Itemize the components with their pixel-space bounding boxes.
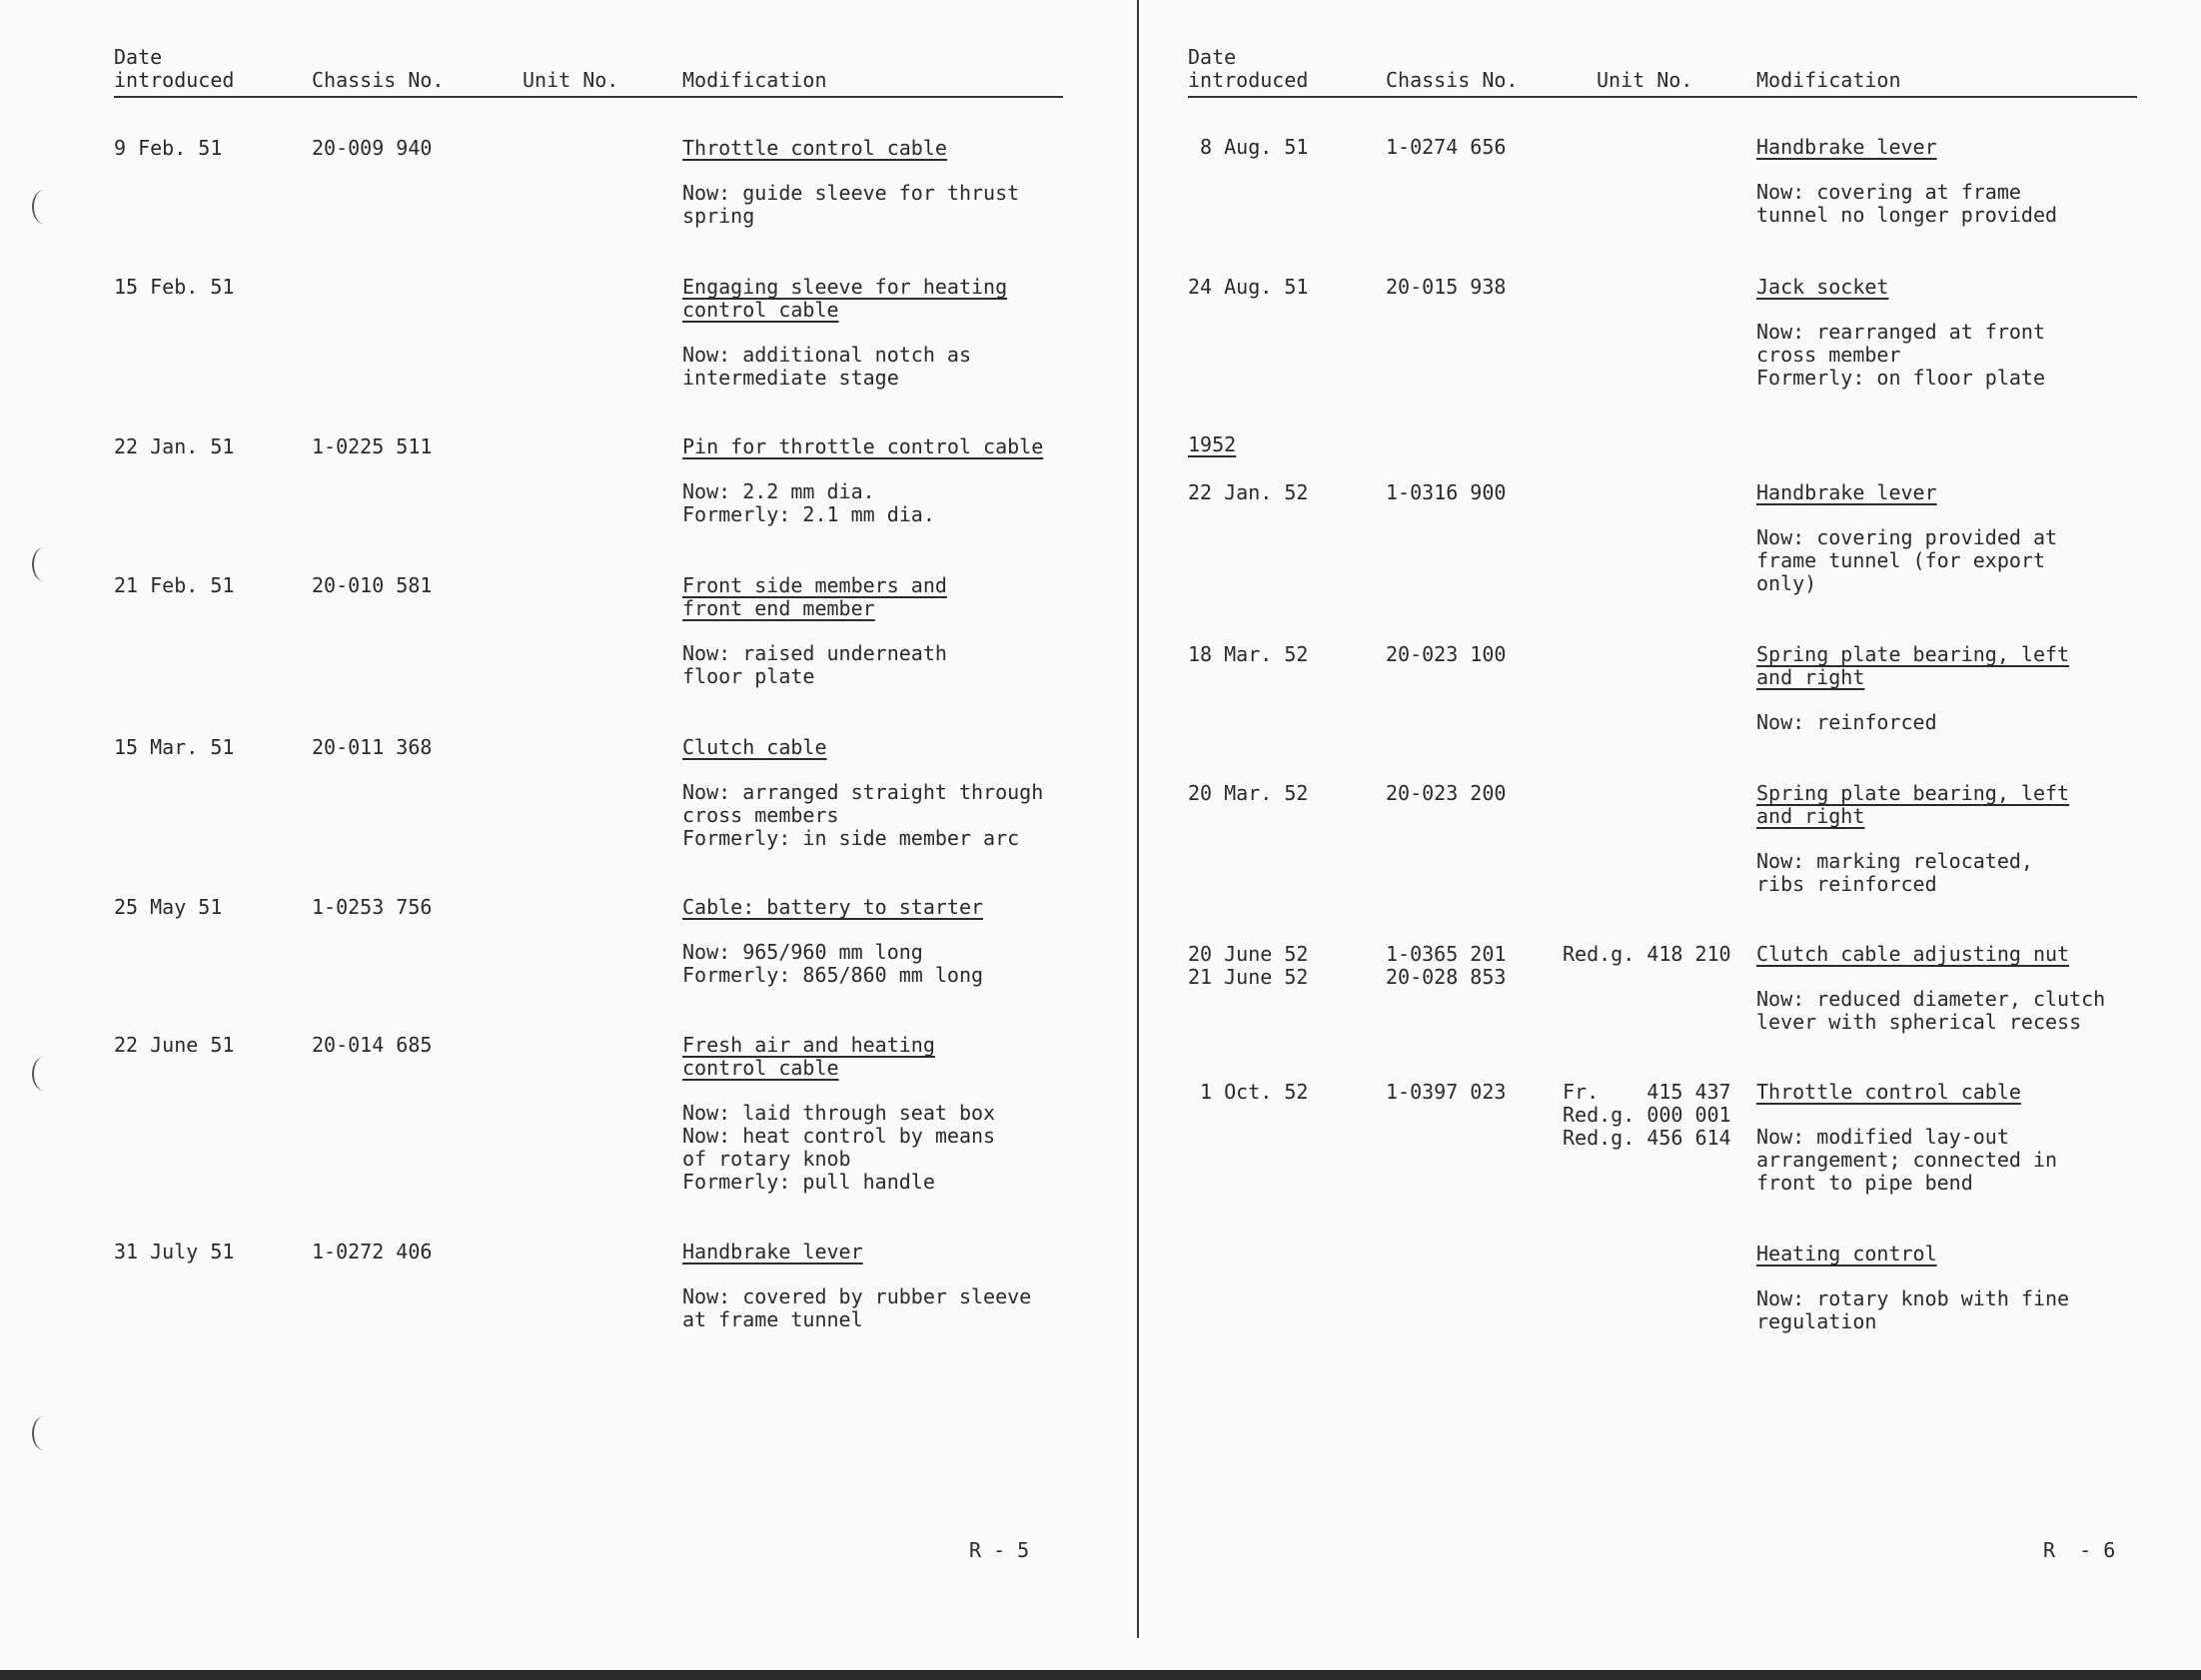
entry-date: 22 Jan. 52: [1188, 480, 1309, 504]
entry-description: Now: 965/960 mm long Formerly: 865/860 mm long: [682, 940, 984, 987]
entry-title: Front side members and front end member: [682, 573, 947, 620]
binder-mark: [32, 547, 56, 581]
entry-modification: [682, 276, 1062, 390]
entry-modification: [1756, 1081, 2136, 1195]
entry-modification: [682, 574, 1062, 688]
entry-title: Pin for throttle control cable: [682, 434, 1044, 458]
table-header-right: [1188, 44, 2137, 98]
entry-chassis: 1-0272 406: [312, 1240, 433, 1263]
entry-description: Now: covering provided at frame tunnel (for export only): [1756, 525, 2058, 595]
entry-title: Handbrake lever: [682, 1240, 863, 1263]
entry-title: Engaging sleeve for heating control cable: [682, 275, 1008, 322]
header-date: Date introduced: [114, 45, 235, 92]
entry-title: Heating control: [1756, 1242, 1937, 1265]
entry-description: Now: reinforced: [1756, 710, 1937, 734]
scan-edge: [0, 1670, 2201, 1680]
entry-title: Spring plate bearing, left and right: [1756, 642, 2070, 689]
entry-chassis: 20-010 581: [312, 573, 433, 597]
page-number: R - 5: [969, 1538, 1030, 1562]
entry-date: 25 May 51: [114, 895, 223, 919]
entry-chassis: 1-0316 900: [1386, 480, 1507, 504]
entry-unit: Red.g. 418 210: [1563, 942, 1731, 966]
entry-description: Now: modified lay-out arrangement; connected in front to pipe bend: [1756, 1125, 2058, 1195]
binder-mark: [32, 1416, 56, 1450]
binder-mark: [32, 190, 56, 224]
header-chassis: Chassis No.: [1386, 68, 1519, 92]
entry-date: 15 Feb. 51: [114, 275, 235, 299]
entry-description: Now: guide sleeve for thrust spring: [682, 181, 1020, 228]
entry-chassis: 1-0397 023: [1386, 1080, 1507, 1104]
entry-modification: [682, 896, 1062, 987]
entry-description: Now: marking relocated, ribs reinforced: [1756, 849, 2033, 896]
entry-date: 18 Mar. 52: [1188, 642, 1309, 666]
entry-chassis: 20-014 685: [312, 1033, 433, 1057]
entry-chassis: 20-011 368: [312, 735, 433, 759]
binder-mark: [32, 1057, 56, 1091]
entry-description: Now: arranged straight through cross members Formerly: in side member arc: [682, 780, 1044, 850]
entry-title: Handbrake lever: [1756, 135, 1937, 159]
entry-date: 15 Mar. 51: [114, 735, 235, 759]
entry-title: Jack socket: [1756, 275, 1889, 299]
entry-modification: [682, 137, 1062, 228]
entry-chassis: 1-0253 756: [312, 895, 433, 919]
header-unit: Unit No.: [523, 68, 619, 92]
entry-modification: [682, 435, 1062, 526]
entry-modification: [1756, 782, 2136, 896]
entry-chassis: 20-015 938: [1386, 275, 1507, 299]
header-modification: Modification: [682, 68, 827, 92]
entry-date: 20 Mar. 52: [1188, 781, 1309, 805]
entry-date: 21 Feb. 51: [114, 573, 235, 597]
entry-modification: [1756, 643, 2136, 734]
entry-title: Throttle control cable: [682, 136, 947, 160]
entry-date: 22 June 51: [114, 1033, 235, 1057]
entry-description: Now: covering at frame tunnel no longer provided: [1756, 180, 2058, 227]
entry-date: 8 Aug. 51: [1188, 135, 1309, 159]
entry-title: Throttle control cable: [1756, 1080, 2021, 1104]
entry-description: Now: laid through seat box Now: heat control by means of rotary knob Formerly: pull handle: [682, 1101, 996, 1194]
right-page: [1137, 0, 2201, 1680]
entry-title: Cable: battery to starter: [682, 895, 984, 919]
header-date: Date introduced: [1188, 45, 1309, 92]
entry-description: Now: rotary knob with fine regulation: [1756, 1286, 2070, 1333]
entry-chassis: 20-023 200: [1386, 781, 1507, 805]
page-number: R - 6: [2043, 1538, 2116, 1562]
entry-description: Now: reduced diameter, clutch lever with spherical recess: [1756, 987, 2106, 1034]
entry-unit: Fr. 415 437 Red.g. 000 001 Red.g. 456 614: [1563, 1080, 1731, 1150]
table-header-left: [114, 44, 1063, 98]
entry-modification: [1756, 276, 2136, 390]
entry-description: Now: additional notch as intermediate stage: [682, 343, 971, 390]
entry-modification: [1756, 136, 2136, 227]
entry-modification: [682, 1034, 1062, 1194]
entry-description: Now: covered by rubber sleeve at frame tunnel: [682, 1284, 1032, 1331]
entry-date: 31 July 51: [114, 1240, 235, 1263]
entry-date: 1 Oct. 52: [1188, 1080, 1309, 1104]
entry-title: Handbrake lever: [1756, 480, 1937, 504]
year-label: 1952: [1188, 432, 1237, 456]
entry-description: Now: raised underneath floor plate: [682, 641, 947, 688]
entry-chassis: 1-0365 201 20-028 853: [1386, 942, 1507, 989]
entry-chassis: 1-0274 656: [1386, 135, 1507, 159]
entry-chassis: 20-023 100: [1386, 642, 1507, 666]
entry-chassis: 1-0225 511: [312, 434, 433, 458]
entry-description: Now: rearranged at front cross member Formerly: on floor plate: [1756, 320, 2045, 390]
entry-date: 20 June 52 21 June 52: [1188, 942, 1309, 989]
entry-modification: [682, 1241, 1062, 1331]
entry-title: Clutch cable adjusting nut: [1756, 942, 2070, 966]
entry-title: Spring plate bearing, left and right: [1756, 781, 2070, 828]
entry-title: Fresh air and heating control cable: [682, 1033, 935, 1080]
entry-chassis: 20-009 940: [312, 136, 433, 160]
header-unit: Unit No.: [1597, 68, 1693, 92]
header-modification: Modification: [1756, 68, 1901, 92]
entry-date: 22 Jan. 51: [114, 434, 235, 458]
entry-title: Clutch cable: [682, 735, 827, 759]
entry-description: Now: 2.2 mm dia. Formerly: 2.1 mm dia.: [682, 479, 935, 526]
entry-modification: [1756, 481, 2136, 595]
header-chassis: Chassis No.: [312, 68, 445, 92]
entry-date: 9 Feb. 51: [114, 136, 223, 160]
entry-modification: [682, 736, 1062, 850]
entry-date: 24 Aug. 51: [1188, 275, 1309, 299]
entry-modification: [1756, 1243, 2136, 1333]
entry-modification: [1756, 943, 2136, 1034]
